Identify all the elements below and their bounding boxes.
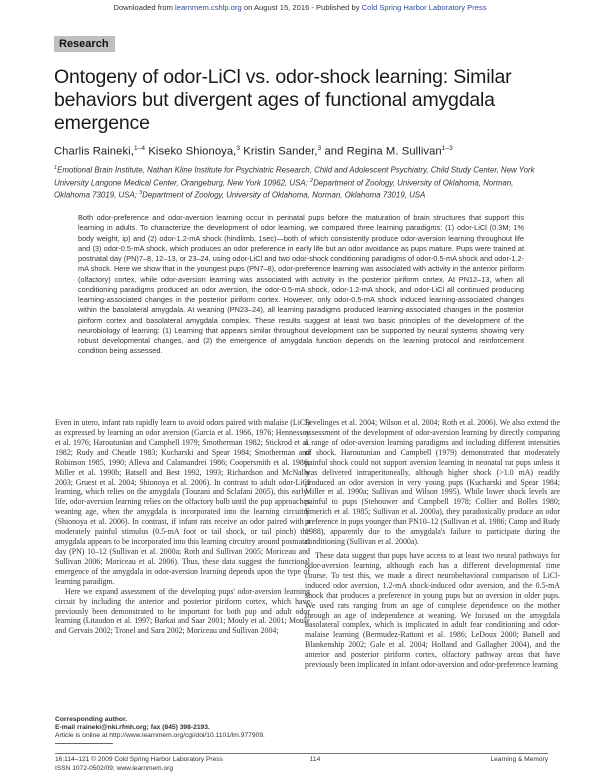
- corresponding-author-heading: Corresponding author.: [55, 716, 128, 723]
- body-paragraph: These data suggest that pups have access to at least two neural pathways for odor-aversion learning, although each has a different developmental time course. To test this, we made a direct neurobehavioral comparison of LiCl-induced odor aversion, 1.2-mA shock-induced odor aversion, and the 0.5-mA shock that produces a preference in young pups but an aversion in older pups. We used rats ranging from an age of complete dependence on the mother through an age of independence at weaning. We focused on the amygdala basolateral complex, which is implicated in adult fear conditioning and odor-malaise learning (Bermudez-Rattoni et al. 1986; LeDoux 2000; Batsell and Blankenship 2002; Gale et al. 2004; Holland and Gallagher 2004), and the anterior and posterior piriform cortex, olfactory pathway areas that have previously been implicated in infant odor-aversion and odor-preference learning: [305, 550, 560, 670]
- abstract: Both odor-preference and odor-aversion learning occur in perinatal pups before the maturation of brain structures that support this learning in adults. To characterize the development of odor learning, we compared three learning paradigms: (1) odor-LiCl (0.3M; 1% body weight, ip) and (2) odor-1.2-mA shock (hindlimb, 1sec)—both of which consistently produce odor-aversion learning throughout life and (3) odor-0.5-mA shock, which produces an odor preference in early life but an odor avoidance as pups mature. Pups were trained at postnatal day (PN)7–8, 12–13, or 23–24, using odor-LiCl and two odor-shock conditioning paradigms of odor-0.5-mA shock and odor-1.2-mA shock. Here we show that in the youngest pups (PN7–8), odor-preference learning was associated with activity in the anterior piriform (olfactory) cortex, while odor-aversion learning was associated with activity in the posterior piriform cortex. At PN12–13, when all conditioning paradigms produced an odor aversion, the odor-0.5-mA shock, odor-1.2-mA shock, and odor-LiCl all continued producing learning-associated changes in the posterior piriform cortex. However, only odor-0.5-mA shock induced learning-associated changes within the basolateral amygdala. At weaning (PN23–24), all learning paradigms produced learning-associated changes in the posterior piriform cortex and basolateral amygdala complex. These results suggest at least two basic principles of the development of the neurobiology of learning: (1) Learning that appears similar throughout development can be supported by neural systems showing very robust developmental changes, and (2) the emergence of amygdala function depends on the learning protocol and reinforcement condition being assessed.: [78, 213, 524, 356]
- section-label: Research: [54, 36, 115, 52]
- affil-number: 3: [139, 190, 143, 197]
- download-middle: on August 15, 2016 - Published by: [241, 3, 362, 12]
- author-name: Kristin Sander,: [240, 145, 318, 158]
- body-paragraph: Even in utero, infant rats rapidly learn to avoid odors paired with malaise (LiCl) as expressed by learning an odor aversion (Garcia et al. 1966, 1976; Hennessey et al. 1976; Haroutunian and Campbell 1979; Smotherman 1982; Stickrod et al. 1982; Rudy and Cheatle 1983; Kucharski and Spear 1984; Smotherman and Robinson 1985, 1990; Alleva and Calamandrei 1986; Coopersmith et al. 1986; Miller et al. 1990b; Batsell and Best 1992, 1993; Richardson and McNally 2003; Gruest et al. 2004; Shionoya et al. 2006). In contrast to adult odor-LiCl learning, which relies on the amygdala (Touzani and Sclafani 2005), this early-life, odor-aversion learning relies on the olfactory bulb until the pup approaches weaning age, when the amygdala is incorporated into the learning circuitry (Shionoya et al. 2006). In contrast, if infant rats receive an odor paired with a moderately painful stimulus (0.5-mA foot or tail shock, or tail pinch) the amygdala appears to be incorporated into this learning circuitry around postnatal day (PN) 10–12 (Sullivan et al. 2000a; Roth and Sullivan 2005; Moriceau and Sullivan 2006; Moriceau et al. 2006). Thus, these data suggest the functional emergence of the amygdala in odor-aversion learning depends upon the type of learning paradigm.: [55, 418, 310, 586]
- page-footer: [55, 756, 548, 774]
- download-banner: [0, 3, 600, 12]
- author-affil-ref: 3: [317, 145, 322, 152]
- page-number: 114: [309, 756, 321, 763]
- author-name: and Regina M. Sullivan: [321, 145, 442, 158]
- footer-publication-info: [55, 756, 285, 773]
- footer-copyright: 16:114–121 © 2009 Cold Spring Harbor Laboratory Press: [55, 756, 223, 763]
- author-affil-ref: 1–4: [133, 145, 146, 152]
- article-title: Ontogeny of odor-LiCl vs. odor-shock learning: Similar behaviors but divergent ages of functional amygdala emergence: [54, 66, 512, 134]
- author-list: [54, 145, 554, 158]
- author-name: Kiseko Shionoya,: [145, 145, 237, 158]
- body-paragraph: Sevelinges et al. 2004; Wilson et al. 2004; Roth et al. 2006). We also extend the assessment of the development of odor-aversion learning by directly comparing a range of odor-aversion learning paradigms and including different intensities of shock. Haroutunian and Campbell (1979) demonstrated that moderately painful shock could not support aversion learning in neonatal rat pups unless it was delivered intraperitoneally, although higher shock (>1.0 mA) readily produced an odor aversion in very young pups (Kucharski and Spear 1984; Miller et al. 1990a; Sullivan and Wilson 1995). While lower shock levels are painful to pups (Stehouwer and Campbell 1978; Collier and Bolles 1980; Emerich et al. 1985; Sullivan et al. 2000a), they paradoxically produce an odor preference in pups younger than PN10–12 (Sullivan et al. 1986; Camp and Rudy 1988), apparently due to the amygdala's failure to participate during the conditioning (Sullivan et al. 2000a).: [305, 418, 560, 547]
- footnote-divider: [55, 743, 113, 744]
- correspondence-note: [55, 716, 315, 740]
- email-label: E-mail: [55, 724, 77, 731]
- author-affil-ref: 3: [236, 145, 241, 152]
- affil-number: 1: [54, 165, 58, 171]
- affil-text: Department of Zoology, University of Oklahoma, Norman, Oklahoma 73019, USA;: [54, 178, 514, 200]
- download-prefix: Downloaded from: [113, 3, 176, 12]
- footer-divider: [55, 753, 548, 754]
- body-column-left: [55, 418, 310, 636]
- author-affil-ref: 1–3: [441, 145, 453, 152]
- journal-name: Learning & Memory: [490, 756, 548, 763]
- affil-number: 2: [310, 177, 314, 184]
- affil-text: Department of Zoology, University of Oklahoma, Norman, Oklahoma 73019, USA: [142, 190, 426, 200]
- site-link[interactable]: learnmem.cshlp.org: [175, 3, 242, 12]
- affiliations: [54, 163, 548, 201]
- publisher-link[interactable]: Cold Spring Harbor Laboratory Press: [361, 3, 487, 12]
- author-name: Charlis Raineki,: [54, 145, 134, 158]
- affil-text: Emotional Brain Institute, Nathan Kline Institute for Psychiatric Research, Child and Adolescent Psychiatry, Child Study Center, New York University Langone Medical Center, Orangeburg, New York 10962, USA;: [54, 165, 535, 188]
- email-value[interactable]: rraineki@nki.rfmh.org; fax (845) 398-2193.: [76, 724, 210, 731]
- body-column-right: [305, 418, 560, 670]
- body-paragraph: Here we expand assessment of the developing pups' odor-aversion learning circuit by including the anterior and posterior piriform cortex, which have previously been demonstrated to be important for both pup and adult odor learning (Litaudon et al. 1997; Barkai and Saar 2001; Mouly et al. 2001; Mouly and Gervais 2002; Tronel and Sara 2002; Moriceau and Sullivan 2004;: [55, 586, 310, 636]
- article-online-link[interactable]: Article is online at http://www.learnmem.org/cgi/doi/10.1101/lm.977909.: [55, 732, 265, 739]
- footer-issn: ISSN 1072-0502/09; www.learnmem.org: [55, 764, 174, 772]
